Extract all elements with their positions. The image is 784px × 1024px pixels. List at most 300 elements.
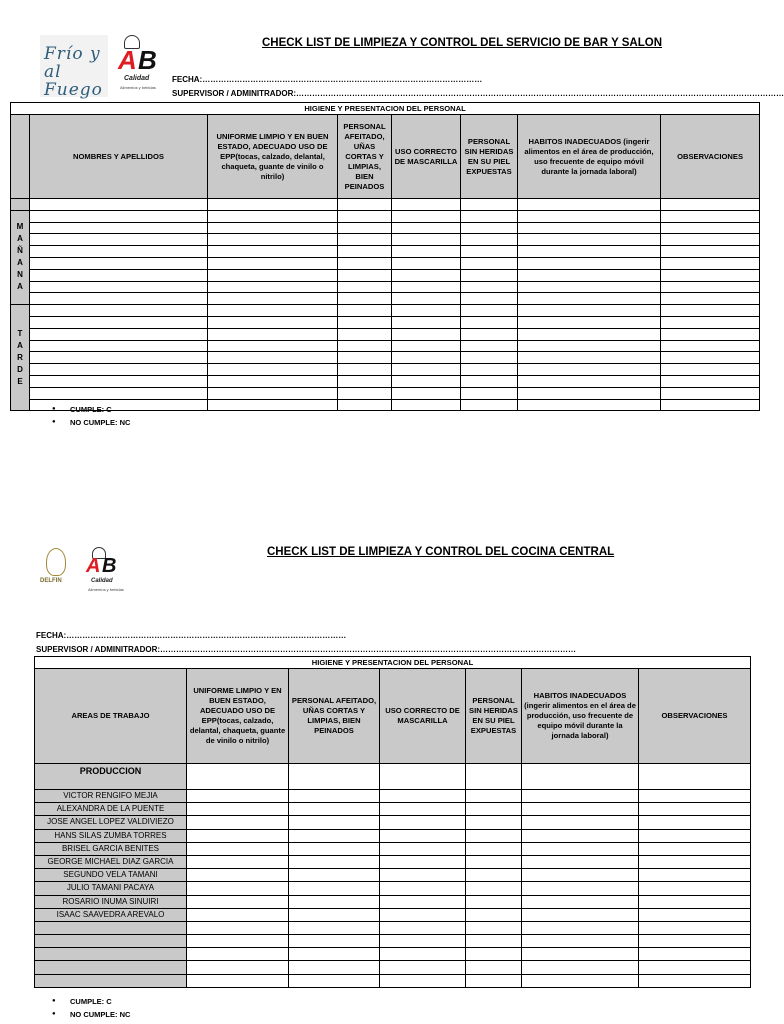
check-cell[interactable] xyxy=(380,790,466,803)
check-cell[interactable] xyxy=(518,222,661,234)
table-row xyxy=(11,222,760,234)
section2-fecha[interactable]: FECHA:…………………………………………………………………………………………… xyxy=(36,631,347,640)
check-cell[interactable] xyxy=(466,882,522,895)
check-cell[interactable] xyxy=(338,234,392,246)
shift-letter: A xyxy=(17,258,23,268)
section2-table xyxy=(34,656,751,988)
check-cell[interactable] xyxy=(380,921,466,934)
check-cell[interactable] xyxy=(208,399,338,411)
table-row xyxy=(35,974,751,987)
table-row xyxy=(11,281,760,293)
check-cell[interactable] xyxy=(338,222,392,234)
check-cell[interactable] xyxy=(392,293,461,305)
shift-letter: M xyxy=(16,222,24,232)
check-cell[interactable] xyxy=(661,364,760,376)
table-row xyxy=(35,803,751,816)
check-cell[interactable] xyxy=(187,961,289,974)
check-cell[interactable] xyxy=(661,246,760,258)
check-cell[interactable] xyxy=(466,948,522,961)
check-cell[interactable] xyxy=(208,328,338,340)
check-cell[interactable] xyxy=(461,199,518,211)
check-cell[interactable] xyxy=(661,328,760,340)
check-cell[interactable] xyxy=(518,210,661,222)
worker-name-cell: GEORGE MICHAEL DIAZ GARCIA xyxy=(35,855,187,868)
check-cell[interactable] xyxy=(518,375,661,387)
check-cell[interactable] xyxy=(338,316,392,328)
check-cell[interactable] xyxy=(461,293,518,305)
check-cell[interactable] xyxy=(187,895,289,908)
check-cell[interactable] xyxy=(392,246,461,258)
check-cell[interactable] xyxy=(639,790,751,803)
delfin-mark-icon xyxy=(46,548,66,576)
check-cell[interactable] xyxy=(392,399,461,411)
check-cell[interactable] xyxy=(522,921,639,934)
check-cell[interactable] xyxy=(518,387,661,399)
check-cell[interactable] xyxy=(461,375,518,387)
name-entry-cell[interactable] xyxy=(30,210,208,222)
check-cell[interactable] xyxy=(518,305,661,317)
check-cell[interactable] xyxy=(289,908,380,921)
check-cell[interactable] xyxy=(639,829,751,842)
check-cell[interactable] xyxy=(208,387,338,399)
legend-cumple: ● CUMPLE: C xyxy=(52,995,130,1008)
check-cell[interactable] xyxy=(661,399,760,411)
check-cell[interactable] xyxy=(639,803,751,816)
table-row xyxy=(35,842,751,855)
check-cell[interactable] xyxy=(338,210,392,222)
check-cell[interactable] xyxy=(461,269,518,281)
check-cell[interactable] xyxy=(466,829,522,842)
check-cell[interactable] xyxy=(289,869,380,882)
check-cell[interactable] xyxy=(518,352,661,364)
check-cell[interactable] xyxy=(187,842,289,855)
check-cell[interactable] xyxy=(289,829,380,842)
check-cell[interactable] xyxy=(289,803,380,816)
check-cell[interactable] xyxy=(639,764,751,790)
check-cell[interactable] xyxy=(380,869,466,882)
check-cell[interactable] xyxy=(661,305,760,317)
header-mascarilla: USO CORRECTO DE MASCARILLA xyxy=(380,669,466,764)
check-cell[interactable] xyxy=(461,364,518,376)
check-cell[interactable] xyxy=(522,842,639,855)
name-entry-cell[interactable] xyxy=(30,293,208,305)
name-entry-cell[interactable] xyxy=(30,364,208,376)
check-cell[interactable] xyxy=(289,948,380,961)
table-row xyxy=(11,246,760,258)
check-cell[interactable] xyxy=(392,257,461,269)
check-cell[interactable] xyxy=(392,328,461,340)
check-cell[interactable] xyxy=(392,387,461,399)
check-cell[interactable] xyxy=(522,790,639,803)
check-cell[interactable] xyxy=(187,974,289,987)
check-cell[interactable] xyxy=(392,281,461,293)
check-cell[interactable] xyxy=(187,829,289,842)
check-cell[interactable] xyxy=(466,790,522,803)
check-cell[interactable] xyxy=(338,257,392,269)
check-cell[interactable] xyxy=(187,908,289,921)
check-cell[interactable] xyxy=(461,316,518,328)
check-cell[interactable] xyxy=(461,234,518,246)
check-cell[interactable] xyxy=(380,908,466,921)
check-cell[interactable] xyxy=(466,803,522,816)
table-row xyxy=(11,210,760,222)
name-entry-cell[interactable] xyxy=(30,269,208,281)
name-entry-cell[interactable] xyxy=(30,305,208,317)
check-cell[interactable] xyxy=(518,281,661,293)
worker-name-cell: ROSARIO INUMA SINUIRI xyxy=(35,895,187,908)
check-cell[interactable] xyxy=(466,855,522,868)
check-cell[interactable] xyxy=(639,908,751,921)
shift-letter: A xyxy=(17,282,23,292)
check-cell[interactable] xyxy=(208,305,338,317)
worker-name-cell: BRISEL GARCIA BENITES xyxy=(35,842,187,855)
check-cell[interactable] xyxy=(639,882,751,895)
area-produccion: PRODUCCION xyxy=(35,764,187,790)
check-cell[interactable] xyxy=(461,352,518,364)
name-entry-cell[interactable] xyxy=(30,352,208,364)
check-cell[interactable] xyxy=(208,316,338,328)
check-cell[interactable] xyxy=(289,790,380,803)
check-cell[interactable] xyxy=(661,234,760,246)
check-cell[interactable] xyxy=(289,842,380,855)
check-cell[interactable] xyxy=(338,305,392,317)
table-row xyxy=(35,829,751,842)
check-cell[interactable] xyxy=(461,387,518,399)
check-cell[interactable] xyxy=(661,269,760,281)
check-cell[interactable] xyxy=(187,882,289,895)
check-cell[interactable] xyxy=(639,961,751,974)
delfin-logo-text: DELFIN xyxy=(40,578,62,584)
check-cell[interactable] xyxy=(380,764,466,790)
check-cell[interactable] xyxy=(338,269,392,281)
table-row xyxy=(11,387,760,399)
check-cell[interactable] xyxy=(392,234,461,246)
name-entry-cell[interactable] xyxy=(30,387,208,399)
ab-logo-letter-a: A xyxy=(118,45,137,75)
check-cell[interactable] xyxy=(208,199,338,211)
header-habitos: HABITOS INADECUADOS (ingerir alimentos en el área de producción, uso frecuente de equipo móvil durante la jornada laboral) xyxy=(522,669,639,764)
check-cell[interactable] xyxy=(187,921,289,934)
check-cell[interactable] xyxy=(338,328,392,340)
section1-legend xyxy=(52,403,130,429)
check-cell[interactable] xyxy=(466,869,522,882)
check-cell[interactable] xyxy=(208,210,338,222)
check-cell[interactable] xyxy=(639,935,751,948)
header-afeitado: PERSONAL AFEITADO, UÑAS CORTAS Y LIMPIAS, BIEN PEINADOS xyxy=(338,115,392,199)
check-cell[interactable] xyxy=(338,387,392,399)
check-cell[interactable] xyxy=(187,764,289,790)
check-cell[interactable] xyxy=(289,816,380,829)
check-cell[interactable] xyxy=(518,293,661,305)
check-cell[interactable] xyxy=(392,340,461,352)
section2-supervisor[interactable]: SUPERVISOR / ADMINITRADOR:………………………………………………………………………………………………………………………………………… xyxy=(36,645,577,654)
check-cell[interactable] xyxy=(380,882,466,895)
check-cell[interactable] xyxy=(338,340,392,352)
check-cell[interactable] xyxy=(289,974,380,987)
check-cell[interactable] xyxy=(392,316,461,328)
check-cell[interactable] xyxy=(518,199,661,211)
check-cell[interactable] xyxy=(639,974,751,987)
check-cell[interactable] xyxy=(639,842,751,855)
check-cell[interactable] xyxy=(338,352,392,364)
worker-name-cell xyxy=(35,948,187,961)
check-cell[interactable] xyxy=(208,222,338,234)
check-cell[interactable] xyxy=(289,882,380,895)
table-row xyxy=(11,234,760,246)
check-cell[interactable] xyxy=(661,210,760,222)
check-cell[interactable] xyxy=(518,399,661,411)
check-cell[interactable] xyxy=(187,816,289,829)
check-cell[interactable] xyxy=(392,222,461,234)
check-cell[interactable] xyxy=(522,974,639,987)
check-cell[interactable] xyxy=(187,790,289,803)
check-cell[interactable] xyxy=(338,199,392,211)
check-cell[interactable] xyxy=(289,935,380,948)
check-cell[interactable] xyxy=(380,803,466,816)
check-cell[interactable] xyxy=(187,855,289,868)
table-row xyxy=(11,352,760,364)
check-cell[interactable] xyxy=(338,293,392,305)
check-cell[interactable] xyxy=(338,246,392,258)
table-row xyxy=(11,364,760,376)
check-cell[interactable] xyxy=(522,803,639,816)
table-row xyxy=(11,375,760,387)
check-cell[interactable] xyxy=(208,293,338,305)
check-cell[interactable] xyxy=(289,921,380,934)
check-cell[interactable] xyxy=(392,352,461,364)
table-row xyxy=(11,316,760,328)
name-entry-cell[interactable] xyxy=(30,340,208,352)
check-cell[interactable] xyxy=(208,246,338,258)
check-cell[interactable] xyxy=(522,816,639,829)
shift-letter: R xyxy=(17,352,23,362)
legend-no-cumple: ● NO CUMPLE: NC xyxy=(52,1008,130,1021)
check-cell[interactable] xyxy=(518,328,661,340)
check-cell[interactable] xyxy=(522,764,639,790)
area-row xyxy=(35,764,751,790)
check-cell[interactable] xyxy=(466,764,522,790)
worker-name-cell: SEGUNDO VELA TAMANI xyxy=(35,869,187,882)
worker-name-cell: JULIO TAMANI PACAYA xyxy=(35,882,187,895)
check-cell[interactable] xyxy=(466,842,522,855)
check-cell[interactable] xyxy=(518,234,661,246)
check-cell[interactable] xyxy=(380,948,466,961)
shift-manana-cell xyxy=(11,210,30,304)
check-cell[interactable] xyxy=(461,210,518,222)
ab-logo-letter-b: B xyxy=(138,45,157,75)
check-cell[interactable] xyxy=(466,961,522,974)
check-cell[interactable] xyxy=(522,829,639,842)
check-cell[interactable] xyxy=(661,199,760,211)
check-cell[interactable] xyxy=(187,948,289,961)
ab-logo-subtitle: Alimentos y bebidas xyxy=(120,85,156,90)
name-entry-cell[interactable] xyxy=(30,199,208,211)
check-cell[interactable] xyxy=(522,935,639,948)
check-cell[interactable] xyxy=(338,375,392,387)
check-cell[interactable] xyxy=(461,328,518,340)
check-cell[interactable] xyxy=(392,199,461,211)
check-cell[interactable] xyxy=(518,340,661,352)
check-cell[interactable] xyxy=(208,352,338,364)
check-cell[interactable] xyxy=(522,908,639,921)
header-heridas: PERSONAL SIN HERIDAS EN SU PIEL EXPUESTAS xyxy=(461,115,518,199)
table-row xyxy=(11,328,760,340)
header-nombres: NOMBRES Y APELLIDOS xyxy=(30,115,208,199)
check-cell[interactable] xyxy=(639,895,751,908)
table-row xyxy=(35,948,751,961)
check-cell[interactable] xyxy=(187,869,289,882)
name-entry-cell[interactable] xyxy=(30,375,208,387)
ab-logo-subtitle: Alimentos y bebidas xyxy=(88,587,124,592)
header-afeitado: PERSONAL AFEITADO, UÑAS CORTAS Y LIMPIAS, BIEN PEINADOS xyxy=(289,669,380,764)
check-cell[interactable] xyxy=(380,842,466,855)
legend-no-cumple: ● NO CUMPLE: NC xyxy=(52,416,130,429)
section1-supervisor[interactable]: SUPERVISOR / ADMINITRADOR:………………………………………………………………………………………………………………………………………………………………… xyxy=(172,89,784,98)
check-cell[interactable] xyxy=(380,816,466,829)
check-cell[interactable] xyxy=(518,246,661,258)
check-cell[interactable] xyxy=(466,974,522,987)
check-cell[interactable] xyxy=(461,222,518,234)
section1-title: CHECK LIST DE LIMPIEZA Y CONTROL DEL SERVICIO DE BAR Y SALON xyxy=(262,37,663,49)
check-cell[interactable] xyxy=(289,764,380,790)
check-cell[interactable] xyxy=(380,961,466,974)
table-row xyxy=(35,908,751,921)
check-cell[interactable] xyxy=(338,364,392,376)
check-cell[interactable] xyxy=(639,816,751,829)
worker-name-cell: ALEXANDRA DE LA PUENTE xyxy=(35,803,187,816)
check-cell[interactable] xyxy=(522,948,639,961)
table-row xyxy=(35,790,751,803)
check-cell[interactable] xyxy=(187,803,289,816)
check-cell[interactable] xyxy=(639,948,751,961)
check-cell[interactable] xyxy=(208,257,338,269)
table-row xyxy=(35,895,751,908)
check-cell[interactable] xyxy=(338,399,392,411)
check-cell[interactable] xyxy=(661,316,760,328)
name-entry-cell[interactable] xyxy=(30,328,208,340)
table-row xyxy=(35,816,751,829)
check-cell[interactable] xyxy=(338,281,392,293)
check-cell[interactable] xyxy=(461,340,518,352)
check-cell[interactable] xyxy=(466,921,522,934)
check-cell[interactable] xyxy=(661,222,760,234)
check-cell[interactable] xyxy=(461,257,518,269)
worker-name-cell xyxy=(35,961,187,974)
table-row xyxy=(35,882,751,895)
check-cell[interactable] xyxy=(380,855,466,868)
check-cell[interactable] xyxy=(208,234,338,246)
check-cell[interactable] xyxy=(522,882,639,895)
name-entry-cell[interactable] xyxy=(30,222,208,234)
check-cell[interactable] xyxy=(289,961,380,974)
table-row xyxy=(11,340,760,352)
check-cell[interactable] xyxy=(461,399,518,411)
name-entry-cell[interactable] xyxy=(30,281,208,293)
check-cell[interactable] xyxy=(380,829,466,842)
ab-logo-calidad: Calidad xyxy=(91,578,113,584)
table-row xyxy=(11,269,760,281)
worker-name-cell xyxy=(35,921,187,934)
check-cell[interactable] xyxy=(466,816,522,829)
check-cell[interactable] xyxy=(522,895,639,908)
table-row xyxy=(35,935,751,948)
check-cell[interactable] xyxy=(208,281,338,293)
check-cell[interactable] xyxy=(522,869,639,882)
check-cell[interactable] xyxy=(392,375,461,387)
check-cell[interactable] xyxy=(661,387,760,399)
check-cell[interactable] xyxy=(289,895,380,908)
header-uniforme: UNIFORME LIMPIO Y EN BUEN ESTADO, ADECUADO USO DE EPP(tocas, calzado, delantal, chaqueta, guante de vinilo o nitrilo) xyxy=(208,115,338,199)
ab-logo-letter-b: B xyxy=(102,555,117,577)
check-cell[interactable] xyxy=(639,921,751,934)
table-row xyxy=(35,961,751,974)
check-cell[interactable] xyxy=(661,340,760,352)
check-cell[interactable] xyxy=(380,974,466,987)
check-cell[interactable] xyxy=(661,352,760,364)
check-cell[interactable] xyxy=(518,269,661,281)
table-row xyxy=(35,869,751,882)
check-cell[interactable] xyxy=(187,935,289,948)
check-cell[interactable] xyxy=(380,935,466,948)
check-cell[interactable] xyxy=(208,375,338,387)
check-cell[interactable] xyxy=(392,305,461,317)
header-mascarilla: USO CORRECTO DE MASCARILLA xyxy=(392,115,461,199)
ab-logo-letter-a: A xyxy=(86,555,101,577)
check-cell[interactable] xyxy=(518,257,661,269)
legend-cumple: ● CUMPLE: C xyxy=(52,403,130,416)
check-cell[interactable] xyxy=(466,935,522,948)
check-cell[interactable] xyxy=(522,855,639,868)
name-entry-cell[interactable] xyxy=(30,246,208,258)
name-entry-cell[interactable] xyxy=(30,316,208,328)
check-cell[interactable] xyxy=(466,908,522,921)
ab-calidad-logo xyxy=(116,33,168,93)
check-cell[interactable] xyxy=(289,855,380,868)
section1-fecha[interactable]: FECHA:…………………………………………………………………………………………… xyxy=(172,75,483,84)
table-row xyxy=(11,293,760,305)
check-cell[interactable] xyxy=(208,340,338,352)
worker-name-cell: JOSE ANGEL LOPEZ VALDIVIEZO xyxy=(35,816,187,829)
check-cell[interactable] xyxy=(639,855,751,868)
worker-name-cell: HANS SILAS ZUMBA TORRES xyxy=(35,829,187,842)
check-cell[interactable] xyxy=(461,246,518,258)
check-cell[interactable] xyxy=(661,257,760,269)
table-row xyxy=(11,257,760,269)
check-cell[interactable] xyxy=(392,364,461,376)
check-cell[interactable] xyxy=(392,269,461,281)
check-cell[interactable] xyxy=(522,961,639,974)
check-cell[interactable] xyxy=(461,281,518,293)
name-entry-cell[interactable] xyxy=(30,234,208,246)
shift-tarde-cell xyxy=(11,305,30,411)
check-cell[interactable] xyxy=(461,305,518,317)
check-cell[interactable] xyxy=(380,895,466,908)
worker-name-cell: VICTOR RENGIFO MEJIA xyxy=(35,790,187,803)
check-cell[interactable] xyxy=(466,895,522,908)
name-entry-cell[interactable] xyxy=(30,257,208,269)
check-cell[interactable] xyxy=(208,364,338,376)
check-cell[interactable] xyxy=(661,293,760,305)
check-cell[interactable] xyxy=(392,210,461,222)
check-cell[interactable] xyxy=(639,869,751,882)
ab-calidad-logo-2 xyxy=(84,546,128,594)
check-cell[interactable] xyxy=(518,364,661,376)
check-cell[interactable] xyxy=(661,375,760,387)
check-cell[interactable] xyxy=(208,269,338,281)
worker-name-cell xyxy=(35,974,187,987)
check-cell[interactable] xyxy=(518,316,661,328)
check-cell[interactable] xyxy=(661,281,760,293)
